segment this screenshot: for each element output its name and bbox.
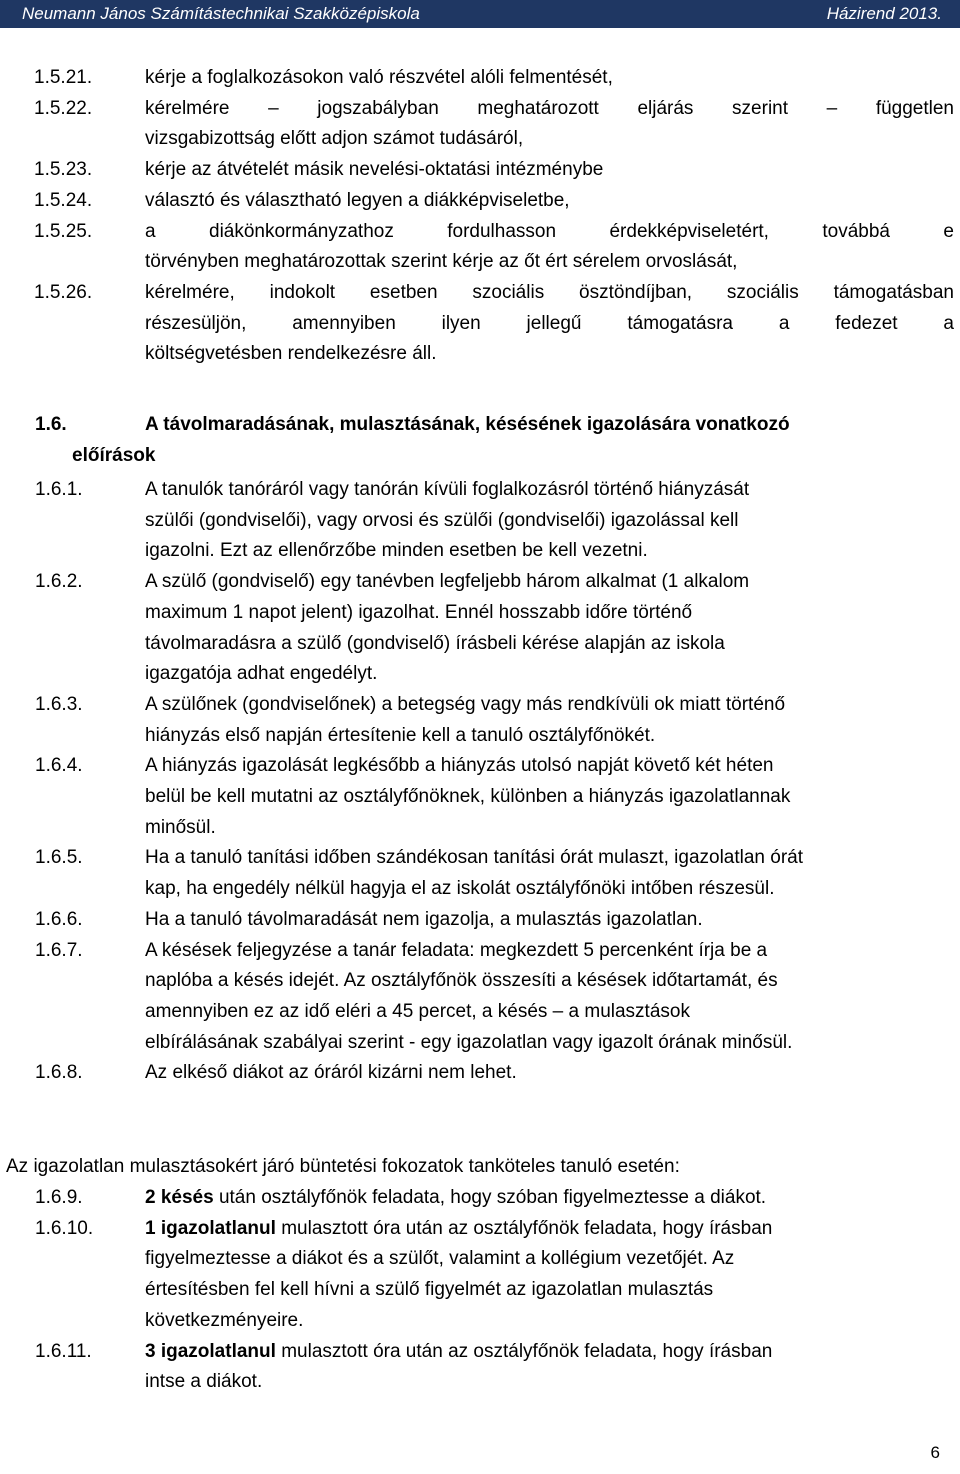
item-number: 1.5.23. [34, 159, 93, 181]
item-text-line: részesüljön, amennyiben ilyen jellegű támogatásra a fedezet a [145, 312, 954, 334]
item-text-line: kérelmére – jogszabályban meghatározott eljárás szerint – független [145, 97, 954, 119]
penalty-text: után osztályfőnök feladata, hogy szóban figyelmeztesse a diákot. [213, 1187, 767, 1208]
section-number: 1.6. [35, 414, 67, 435]
item-text-line: költségvetésben rendelkezésre áll. [145, 343, 437, 365]
item-text-line: belül be kell mutatni az osztályfőnöknek, különben a hiányzás igazolatlannak [145, 786, 791, 807]
section-title: A távolmaradásának, mulasztásának, késésének igazolására vonatkozó [145, 414, 790, 435]
item-text-line: választó és választható legyen a diákképviseletbe, [145, 189, 570, 211]
penalty-first-line [145, 1217, 772, 1241]
item-text-line: A hiányzás igazolását legkésőbb a hiányzás utolsó napját követő két héten [145, 755, 774, 777]
item-text-line: figyelmeztesse a diákot és a szülőt, valamint a kollégium vezetőjét. Az [145, 1248, 735, 1270]
item-number: 1.5.21. [34, 67, 93, 88]
page-header [0, 0, 960, 28]
item-number: 1.6.7. [35, 939, 83, 961]
page-number: 6 [930, 1443, 940, 1462]
penalty-text: mulasztott óra után az osztályfőnök feladata, hogy írásban [275, 1340, 773, 1362]
item-number: 1.6.2. [35, 571, 83, 593]
item-number: 1.6.4. [35, 755, 83, 777]
item-text-line: elbírálásának szabályai szerint - egy igazolatlan vagy igazolt órának minősül. [145, 1031, 793, 1053]
item-number: 1.5.24. [34, 189, 93, 211]
item-text-line: A szülő (gondviselő) egy tanévben legfeljebb három alkalmat (1 alkalom [145, 571, 750, 593]
item-number: 1.6.1. [35, 479, 83, 500]
penalty-intro: Az igazolatlan mulasztásokért járó büntetési fokozatok tanköteles tanuló esetén: [6, 1156, 680, 1177]
item-number: 1.6.10. [35, 1217, 94, 1239]
item-text-line: maximum 1 napot jelent) igazolhat. Ennél hosszabb időre történő [145, 601, 693, 623]
item-text-line: A tanulók tanóráról vagy tanórán kívüli foglalkozásról történő hiányzását [145, 479, 750, 500]
item-text-line: Ha a tanuló tanítási időben szándékosan tanítási órát mulaszt, igazolatlan órát [145, 847, 804, 869]
penalty-text: mulasztott óra után az osztályfőnök feladata, hogy írásban [275, 1217, 773, 1239]
item-number: 1.5.25. [34, 220, 93, 242]
item-number: 1.6.8. [35, 1062, 83, 1084]
item-text-line: amennyiben ez az idő eléri a 45 percet, a késés – a mulasztások [145, 1000, 690, 1022]
item-text-line: vizsgabizottság előtt adjon számot tudásáról, [145, 128, 524, 150]
item-text-line: Az elkéső diákot az óráról kizárni nem lehet. [145, 1062, 517, 1084]
item-text-line: A késések feljegyzése a tanár feladata: megkezdett 5 percenként írja be a [145, 939, 768, 961]
item-number: 1.6.5. [35, 847, 83, 869]
item-text-line: kérje az átvételét másik nevelési-oktatási intézménybe [145, 159, 604, 181]
item-text-line: igazgatója adhat engedélyt. [145, 663, 378, 685]
penalty-emphasis: 2 késés [145, 1187, 214, 1208]
item-text-line: A szülőnek (gondviselőnek) a betegség vagy más rendkívüli ok miatt történő [145, 693, 786, 715]
item-text-line: következményeire. [145, 1309, 304, 1331]
penalty-emphasis: 3 igazolatlanul [145, 1340, 276, 1362]
item-text-line: értesítésben fel kell hívni a szülő figyelmét az igazolatlan mulasztás [145, 1279, 714, 1301]
item-text-line: távolmaradásra a szülő (gondviselő) írásbeli kérése alapján az iskola [145, 632, 725, 654]
section-title: előírások [72, 444, 156, 466]
item-number: 1.5.22. [34, 97, 93, 119]
item-text-line: Ha a tanuló távolmaradását nem igazolja, a mulasztás igazolatlan. [145, 908, 703, 930]
penalty-first-line [145, 1186, 766, 1210]
item-text-line: kérje a foglalkozásokon való részvétel alóli felmentését, [145, 67, 613, 88]
item-number: 1.5.26. [34, 281, 93, 303]
item-number: 1.6.6. [35, 908, 83, 930]
penalty-first-line [145, 1340, 772, 1364]
item-text-line: kérelmére, indokolt esetben szociális ösztöndíjban, szociális támogatásban [145, 281, 954, 303]
item-text-line: igazolni. Ezt az ellenőrzőbe minden esetben be kell vezetni. [145, 540, 648, 562]
header-document-name: Házirend 2013. [826, 4, 942, 23]
item-number: 1.6.11. [35, 1340, 92, 1362]
item-text-line: naplóba a késés idejét. Az osztályfőnök összesíti a késések időtartamát, és [145, 970, 778, 992]
item-text-line: intse a diákot. [145, 1371, 263, 1393]
item-text-line: törvényben meghatározottak szerint kérje az őt ért sérelem orvoslását, [145, 251, 738, 273]
header-school-name: Neumann János Számítástechnikai Szakközépiskola [22, 4, 420, 23]
item-text-line: minősül. [145, 816, 216, 838]
item-number: 1.6.9. [35, 1187, 83, 1208]
item-text-line: a diákönkormányzathoz fordulhasson érdekképviseletért, továbbá e [145, 220, 954, 242]
item-text-line: kap, ha engedély nélkül hagyja el az iskolát osztályfőnöki intőben részesül. [145, 878, 775, 900]
penalty-emphasis: 1 igazolatlanul [145, 1217, 276, 1239]
item-text-line: szülői (gondviselői), vagy orvosi és szülői (gondviselői) igazolással kell [145, 509, 739, 531]
item-number: 1.6.3. [35, 693, 83, 715]
item-text-line: hiányzás első napján értesítenie kell a tanuló osztályfőnökét. [145, 724, 656, 746]
